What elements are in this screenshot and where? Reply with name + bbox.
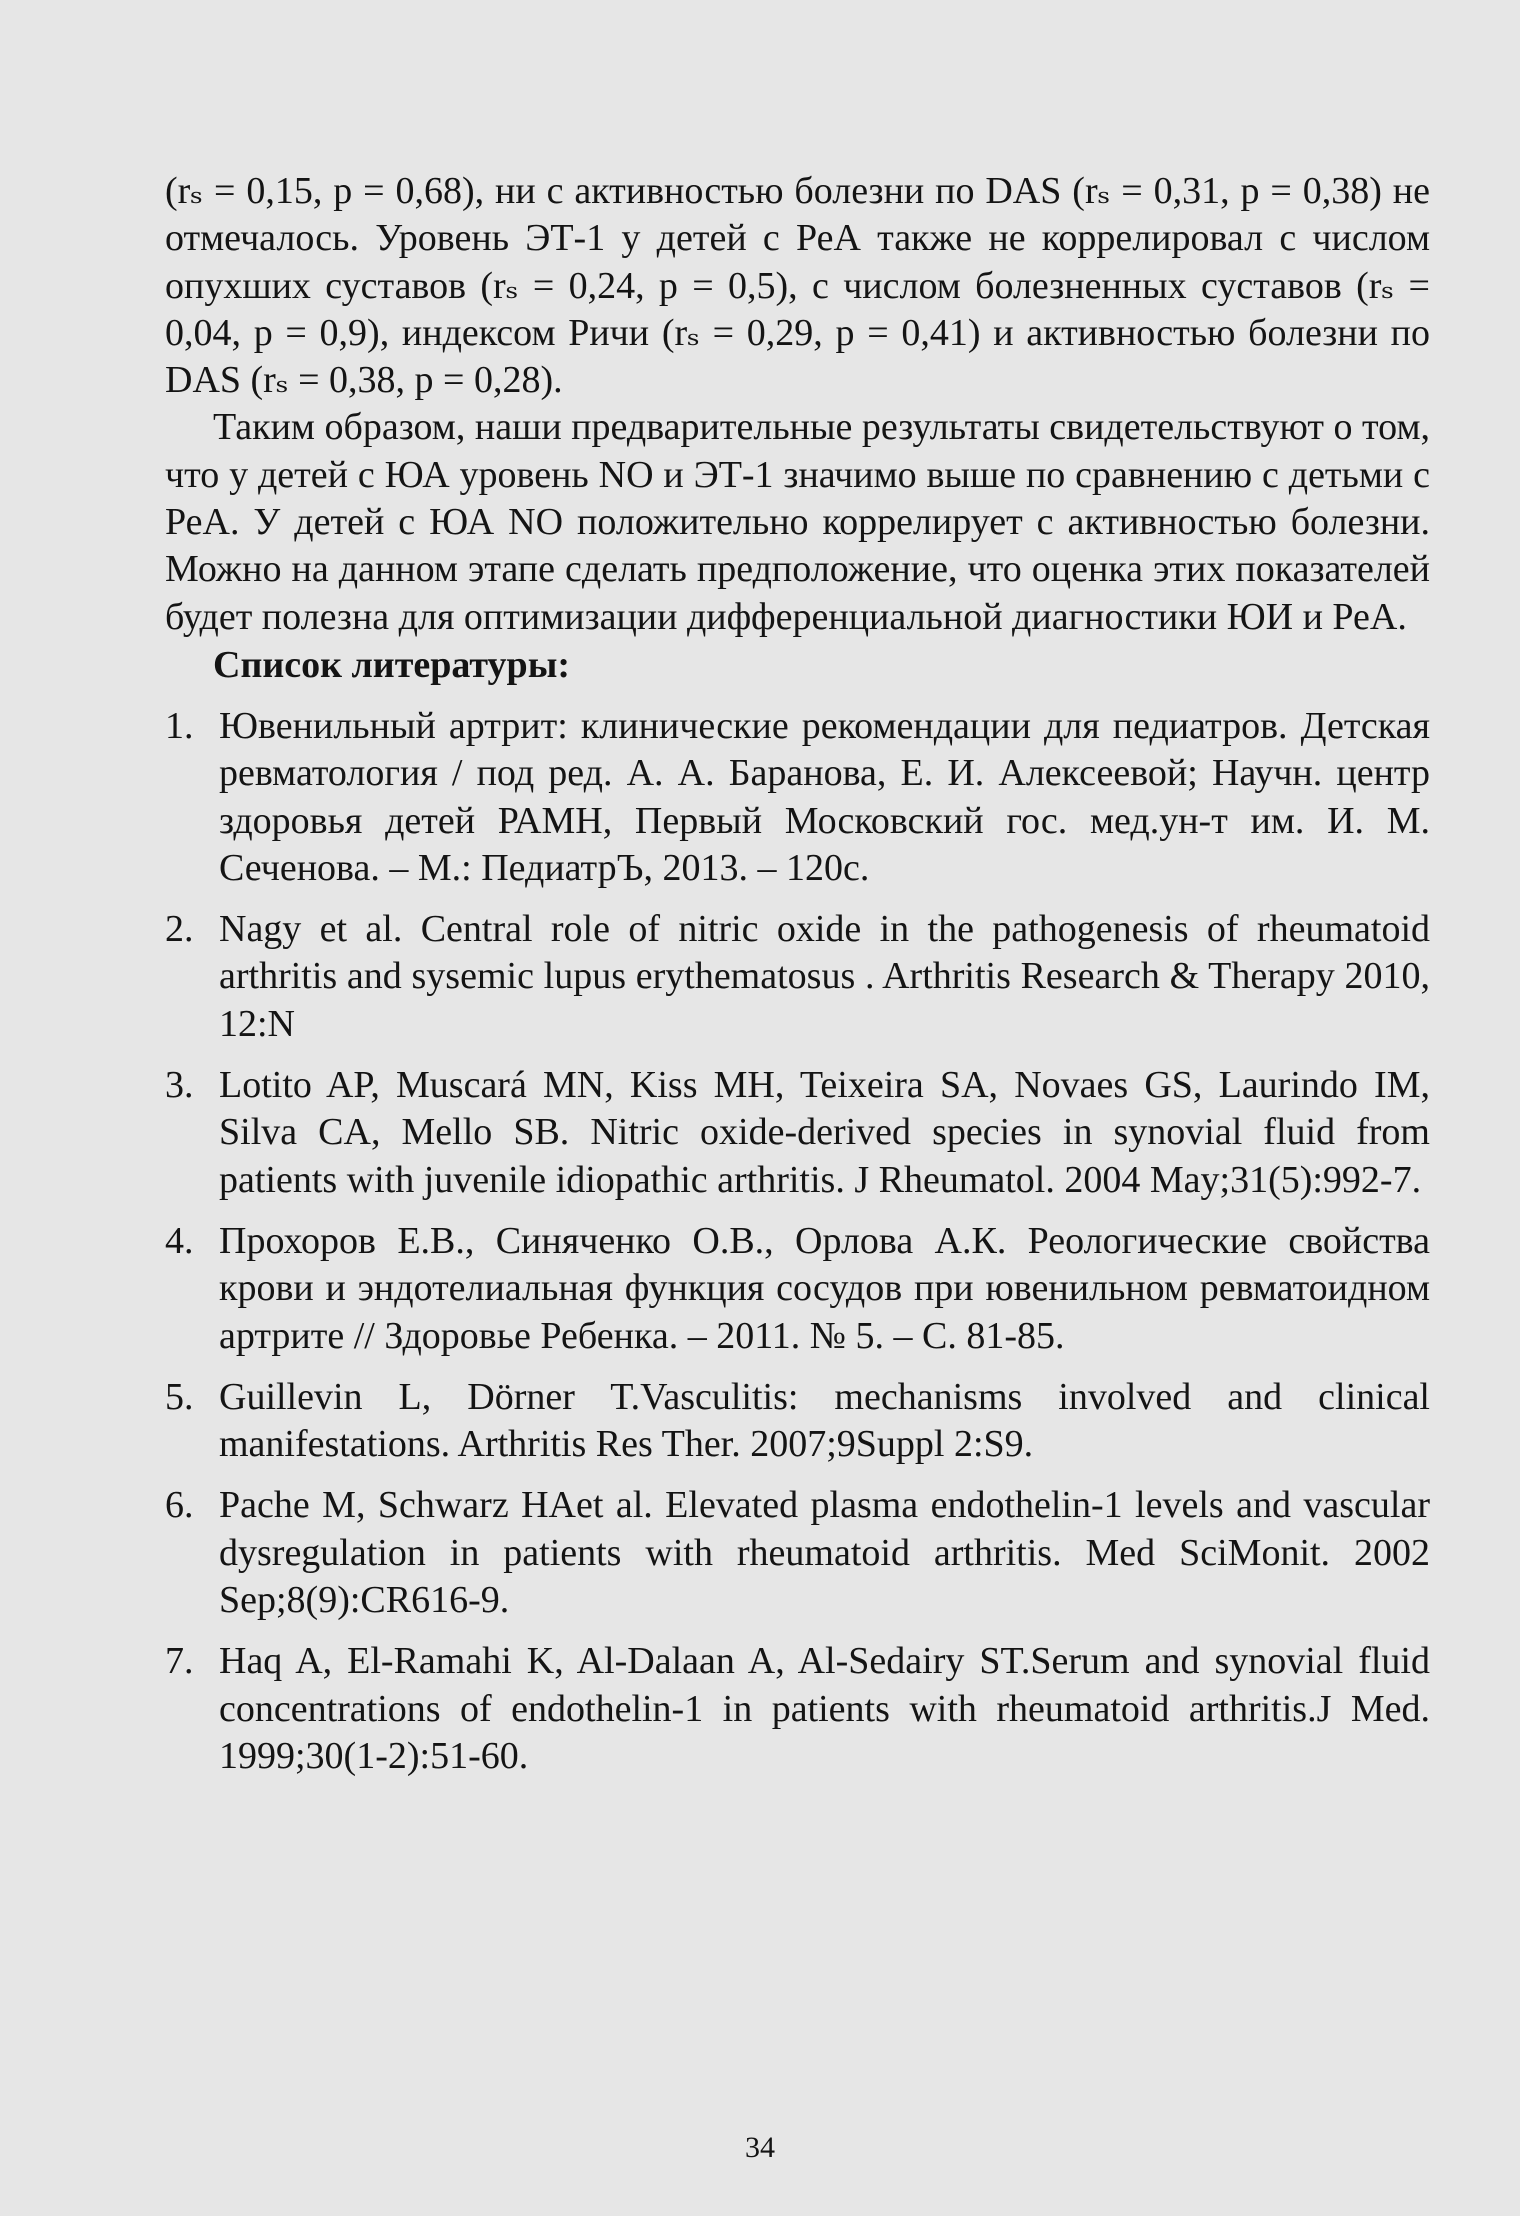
- page-number: 34: [745, 2131, 775, 2164]
- reference-number: 5.: [165, 1375, 194, 1418]
- reference-text: Nagy et al. Central role of nitric oxide in the pathogenesis of rheumatoid arthritis and sysemic lupus erythematosus . Arthritis Research & Therapy 2010, 12:N: [219, 908, 1430, 1045]
- reference-item-3: [165, 1062, 1430, 1204]
- reference-number: 3.: [165, 1064, 194, 1107]
- reference-item-6: [165, 1482, 1430, 1624]
- reference-number: 7.: [165, 1640, 194, 1683]
- reference-number: 2.: [165, 908, 194, 951]
- paragraph-correlation-results: (rₛ = 0,15, p = 0,68), ни с активностью болезни по DAS (rₛ = 0,31, p = 0,38) не отмечалось. Уровень ЭТ-1 у детей с РеА также не коррелировал с числом опухших суставов (rₛ = 0,24, p = 0,5), с числом болезненных суставов (rₛ = 0,04, p = 0,9), индексом Ричи (rₛ = 0,29, p = 0,41) и активностью болезни по DAS (rₛ = 0,38, p = 0,28).: [165, 170, 1430, 402]
- reference-item-1: [165, 703, 1430, 892]
- reference-number: 1.: [165, 704, 194, 747]
- references-list: [165, 703, 1430, 1780]
- paragraph-conclusion: Таким образом, наши предварительные результаты свидетельствуют о том, что у детей с ЮА уровень NO и ЭТ-1 значимо выше по сравнению с детьми с РеА. У детей с ЮА NO положительно коррелирует с активностью болезни. Можно на данном этапе сделать предположение, что оценка этих показателей будет полезна для оптимизации дифференциальной диагностики ЮИ и РеА.: [165, 406, 1430, 638]
- reference-number: 6.: [165, 1484, 194, 1527]
- reference-text: Lotito AP, Muscará MN, Kiss MH, Teixeira SA, Novaes GS, Laurindo IM, Silva CA, Mello SB. Nitric oxide-derived species in synovial fluid from patients with juvenile idiopathic arthritis. J Rheumatol. 2004 May;31(5):992-7.: [219, 1064, 1430, 1201]
- reference-text: Ювенильный артрит: клинические рекомендации для педиатров. Детская ревматология / под ред. А. А. Баранова, Е. И. Алексеевой; Научн. центр здоровья детей РАМН, Первый Московский гос. мед.ун-т им. И. М. Сеченова. – М.: ПедиатрЪ, 2013. – 120с.: [219, 704, 1430, 889]
- reference-text: Прохоров Е.В., Синяченко О.В., Орлова А.К. Реологические свойства крови и эндотелиальная функция сосудов при ювенильном ревматоидном артрите // Здоровье Ребенка. – 2011. № 5. – С. 81-85.: [219, 1219, 1430, 1357]
- page-content: [165, 168, 1430, 1780]
- reference-item-4: [165, 1218, 1430, 1360]
- reference-text: Guillevin L, Dörner T.Vasculitis: mechanisms involved and clinical manifestations. Arthritis Res Ther. 2007;9Suppl 2:S9.: [219, 1375, 1430, 1466]
- reference-item-7: [165, 1638, 1430, 1780]
- reference-text: Haq A, El-Ramahi K, Al-Dalaan A, Al-Sedairy ST.Serum and synovial fluid concentrations of endothelin-1 in patients with rheumatoid arthritis.J Med. 1999;30(1-2):51-60.: [219, 1640, 1430, 1777]
- reference-item-2: [165, 906, 1430, 1048]
- reference-item-5: [165, 1374, 1430, 1469]
- references-heading: Список литературы:: [213, 643, 571, 686]
- reference-number: 4.: [165, 1219, 194, 1262]
- reference-text: Pache M, Schwarz HAet al. Elevated plasma endothelin-1 levels and vascular dysregulation in patients with rheumatoid arthritis. Med SciMonit. 2002 Sep;8(9):CR616-9.: [219, 1484, 1430, 1622]
